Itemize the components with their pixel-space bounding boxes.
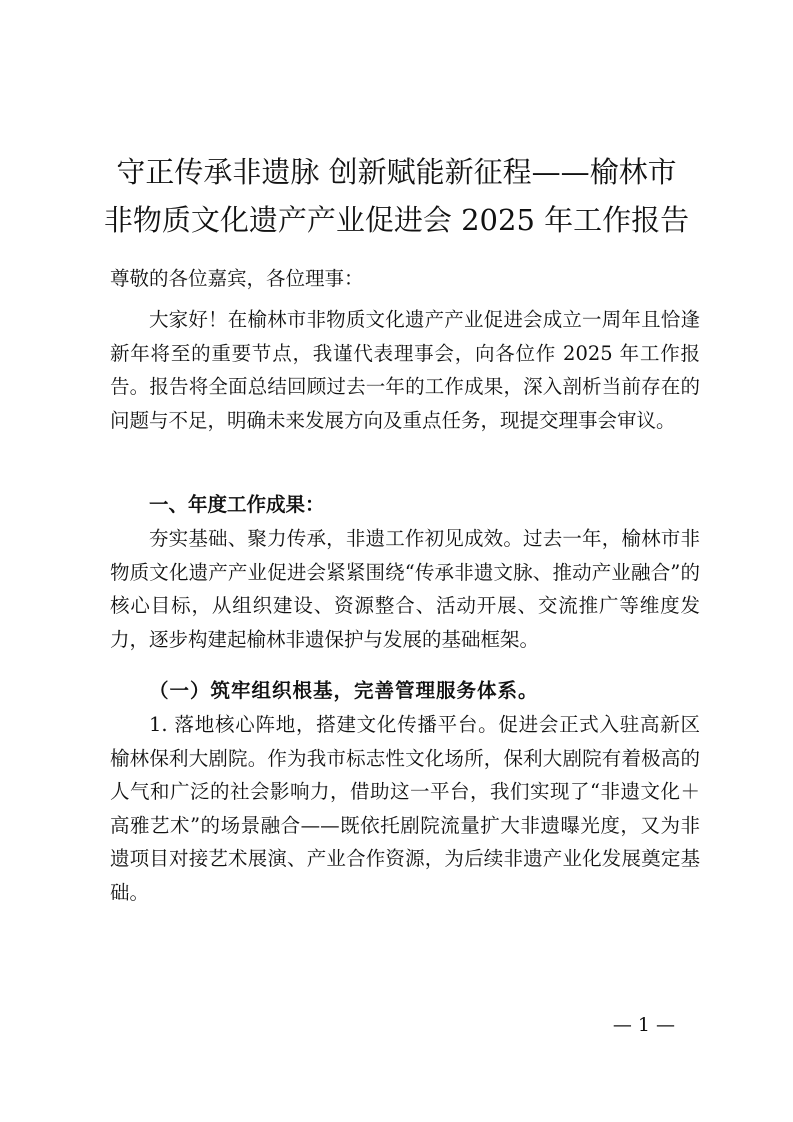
page-number: — 1 — bbox=[612, 1014, 675, 1036]
intro-paragraph: 大家好！在榆林市非物质文化遗产产业促进会成立一周年且恰逢新年将至的重要节点，我谨代表理事会，向各位作 2025 年工作报告。报告将全面总结回顾过去一年的工作成果，深入剖析当前存在的问题与不足，明确未来发展方向及重点任务，现提交理事会审议。 bbox=[110, 308, 700, 432]
intro-paragraph-block bbox=[110, 303, 700, 437]
section-1-heading: 一、年度工作成果： bbox=[149, 493, 325, 516]
section-1-paragraph: 夯实基础、聚力传承，非遗工作初见成效。过去一年，榆林市非物质文化遗产产业促进会紧紧围绕“传承非遗文脉、推动产业融合”的核心目标，从组织建设、资源整合、活动开展、交流推广等维度发力，逐步构建起榆林非遗保护与发展的基础框架。 bbox=[110, 527, 700, 651]
item-1-paragraph: 1. 落地核心阵地，搭建文化传播平台。促进会正式入驻高新区榆林保利大剧院。作为我市标志性文化场所，保利大剧院有着极高的人气和广泛的社会影响力，借助这一平台，我们实现了“非遗文化＋高雅艺术”的场景融合——既依托剧院流量扩大非遗曝光度，又为非遗项目对接艺术展演、产业合作资源，为后续非遗产业化发展奠定基础。 bbox=[110, 713, 700, 904]
section-1-paragraph-block bbox=[110, 522, 700, 656]
salutation bbox=[110, 262, 700, 296]
item-1-paragraph-block bbox=[110, 708, 700, 909]
document-title-line-1: 守正传承非遗脉 创新赋能新征程——榆林市 bbox=[116, 155, 677, 189]
document-title-line-2: 非物质文化遗产产业促进会 2025 年工作报告 bbox=[103, 203, 690, 237]
salutation-text: 尊敬的各位嘉宾，各位理事： bbox=[110, 267, 364, 290]
subsection-1-heading: （一）筑牢组织根基，完善管理服务体系。 bbox=[149, 679, 539, 702]
